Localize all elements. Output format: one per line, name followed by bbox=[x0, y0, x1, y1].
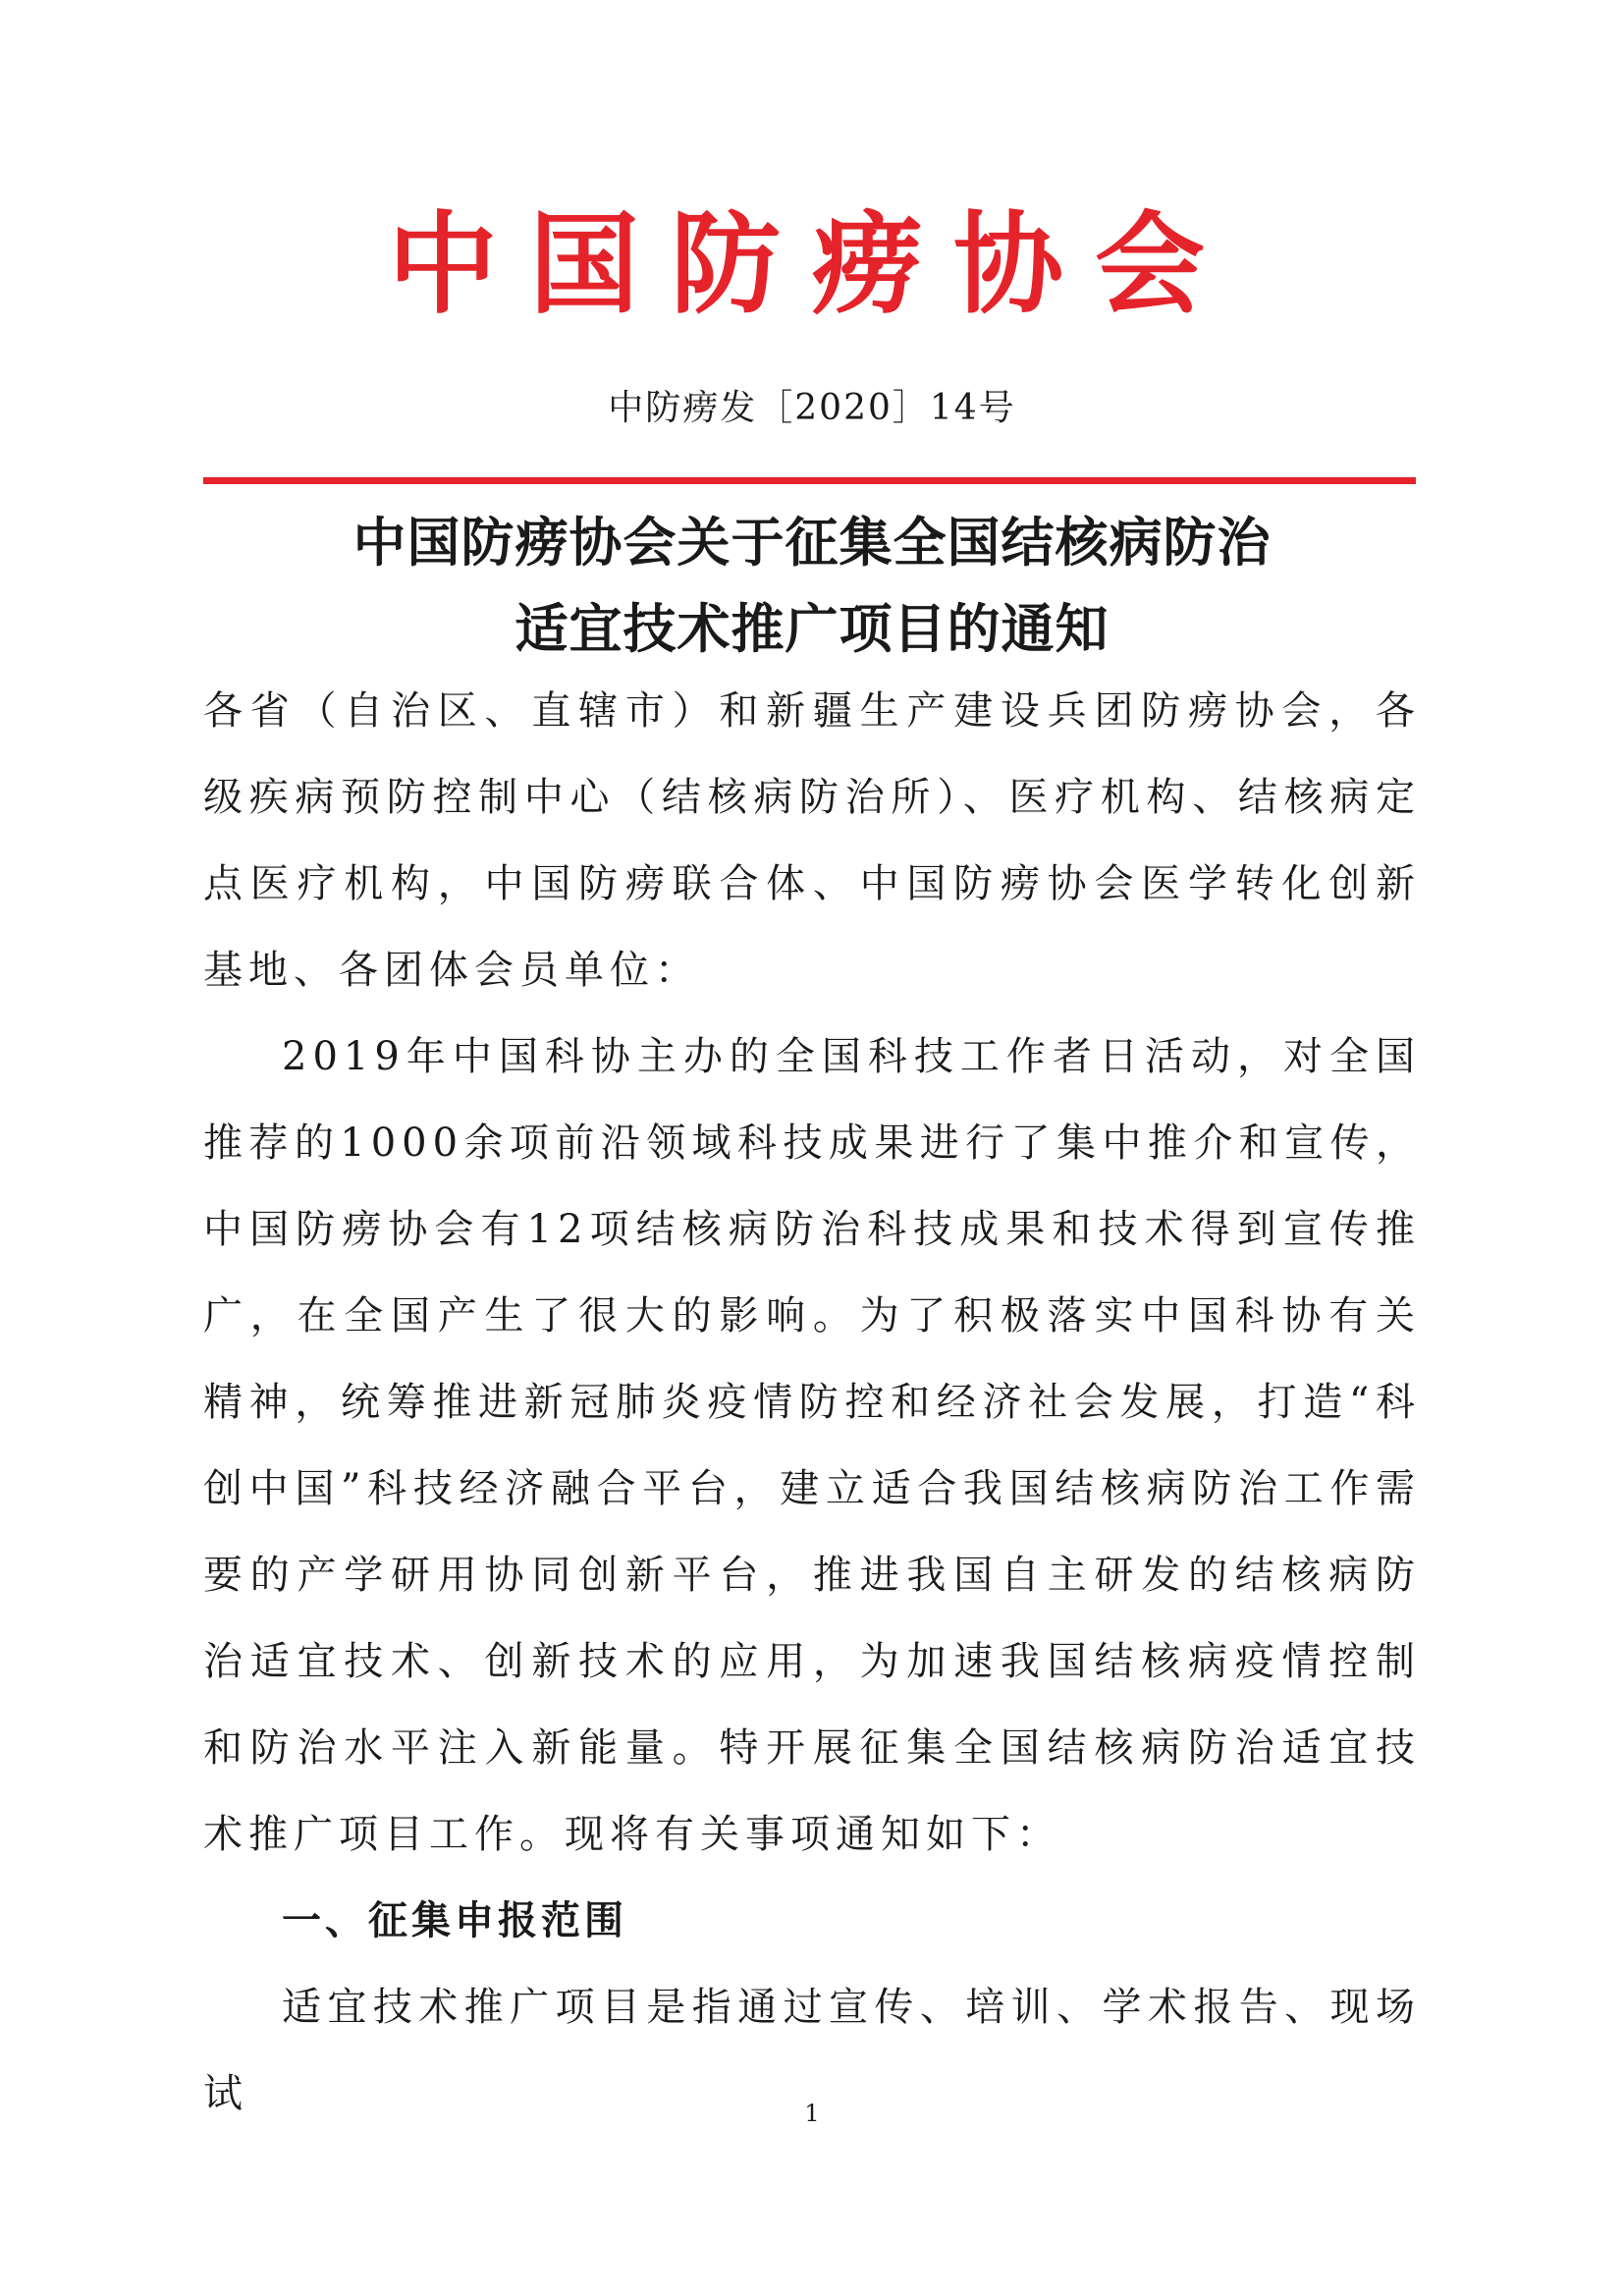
body-paragraph-2: 适宜技术推广项目是指通过宣传、培训、学术报告、现场试 bbox=[203, 1985, 1421, 2116]
section-heading-1: 一、征集申报范围 bbox=[282, 1898, 627, 1943]
org-name-header: 中国防痨协会 bbox=[388, 201, 1236, 329]
document-number: 中防痨发［2020］14号 bbox=[608, 388, 1016, 428]
page-number: 1 bbox=[804, 2100, 820, 2127]
salutation-paragraph: 各省（自治区、直辖市）和新疆生产建设兵团防痨协会，各级疾病预防控制中心（结核病防治所）、医疗机构、结核病定点医疗机构，中国防痨联合体、中国防痨协会医学转化创新基地、各团体会员单位： bbox=[203, 688, 1421, 993]
document-title bbox=[0, 499, 1624, 672]
body-paragraph-1: 2019年中国科协主办的全国科技工作者日活动，对全国推荐的1000余项前沿领域科技成果进行了集中推介和宣传，中国防痨协会有12项结核病防治科技成果和技术得到宣传推广，在全国产生了很大的影响。为了积极落实中国科协有关精神，统筹推进新冠肺炎疫情防控和经济社会发展，打造“科创中国”科技经济融合平台，建立适合我国结核病防治工作需要的产学研用协同创新平台，推进我国自主研发的结核病防治适宜技术、创新技术的应用，为加速我国结核病疫情控制和防治水平注入新能量。特开展征集全国结核病防治适宜技术推广项目工作。现将有关事项通知如下： bbox=[203, 1034, 1421, 1857]
document-title-line-1: 中国防痨协会关于征集全国结核病防治 bbox=[352, 511, 1272, 574]
red-divider-line bbox=[203, 477, 1416, 484]
document-title-line-2: 适宜技术推广项目的通知 bbox=[514, 597, 1110, 660]
document-body bbox=[203, 668, 1421, 2137]
